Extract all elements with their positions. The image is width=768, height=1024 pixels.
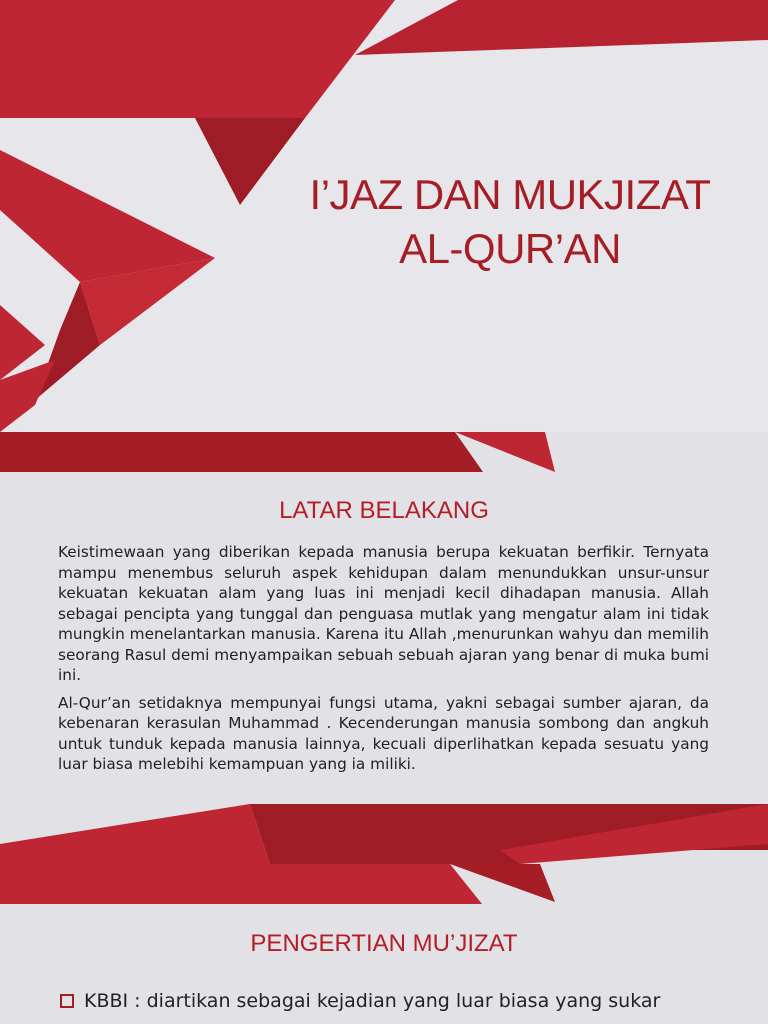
- decorative-top-banner: [0, 802, 768, 912]
- slide-title: [270, 168, 750, 276]
- title-line-1: I’JAZ DAN MUKJIZAT: [309, 171, 711, 218]
- checkbox-bullet-icon: [60, 994, 74, 1008]
- body-text: [58, 542, 709, 782]
- title-slide: [0, 0, 768, 432]
- bullet-text: KBBI : diartikan sebagai kejadian yang luar biasa yang sukar: [84, 990, 661, 1012]
- section-heading: LATAR BELAKANG: [279, 497, 489, 524]
- bullet-item: [60, 990, 720, 1012]
- background-slide: [0, 432, 768, 802]
- paragraph: Keistimewaan yang diberikan kepada manusia berupa kekuatan berfikir. Ternyata mampu menembus seluruh aspek kehidupan dalam menundukkan unsur-unsur kekuatan kekuatan alam yang luas ini menjadi kecil dihadapan manusia. Allah sebagai pencipta yang tunggal dan penguasa mutlak yang mengatur alam ini tidak mungkin menelantarkan manusia. Karena itu Allah ,menurunkan wahyu dan memilih seorang Rasul demi menyampaikan sebuah sebuah ajaran yang benar di muka bumi ini.: [58, 543, 709, 684]
- definition-slide: [0, 802, 768, 1024]
- section-heading: PENGERTIAN MU’JIZAT: [250, 930, 518, 957]
- title-line-2: AL-QUR’AN: [399, 225, 621, 272]
- paragraph: Al-Qur’an setidaknya mempunyai fungsi utama, yakni sebagai sumber ajaran, da kebenaran kerasulan Muhammad . Kecenderungan manusia sombong dan angkuh untuk tunduk kepada manusia lainnya, kecuali diperlihatkan kepada sesuatu yang luar biasa melebihi kemampuan yang ia miliki.: [58, 693, 709, 773]
- decorative-top-banner: [0, 432, 768, 492]
